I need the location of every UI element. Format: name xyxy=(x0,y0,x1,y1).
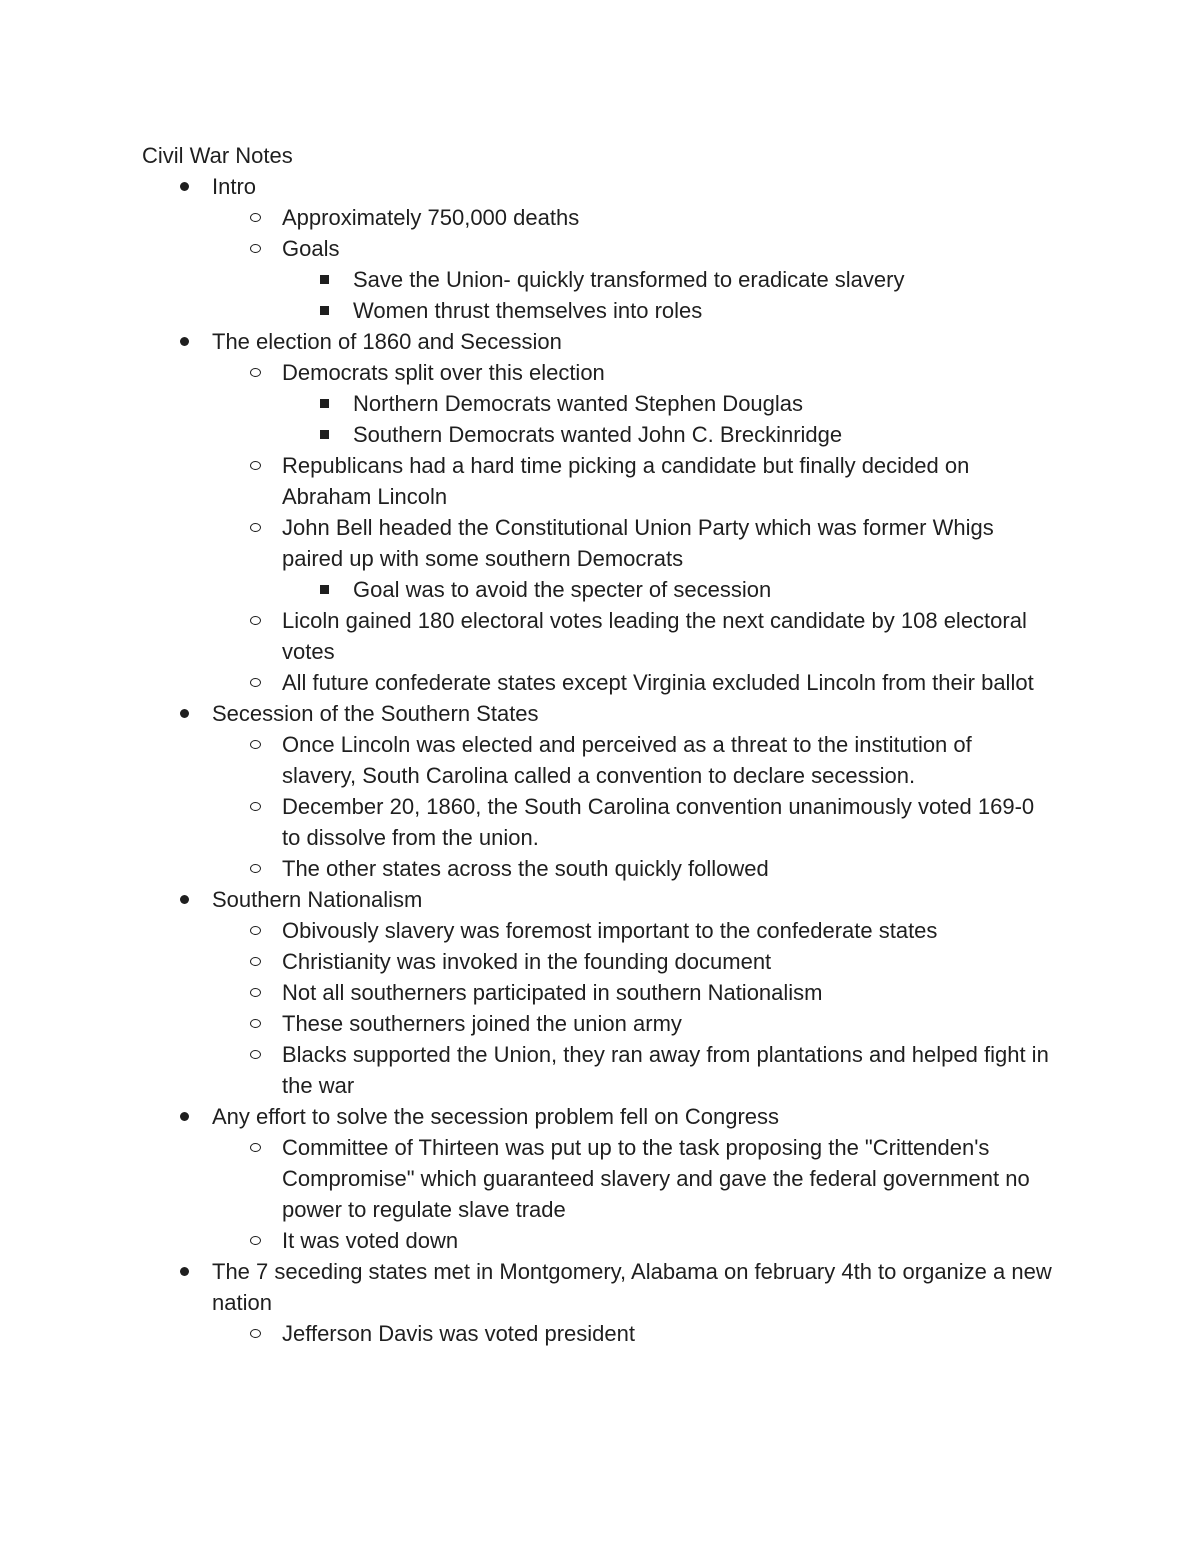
list-item: Southern Democrats wanted John C. Breckinridge xyxy=(0,419,1200,450)
list-item: Obivously slavery was foremost important to the confederate states xyxy=(0,915,1200,946)
hollow-circle-bullet-icon xyxy=(248,202,262,233)
list-item: These southerners joined the union army xyxy=(0,1008,1200,1039)
list-item: The 7 seceding states met in Montgomery, Alabama on february 4th to organize a new nation xyxy=(0,1256,1200,1318)
page-title: Civil War Notes xyxy=(142,143,293,168)
list-item: Republicans had a hard time picking a candidate but finally decided on Abraham Lincoln xyxy=(0,450,1200,512)
list-item: Intro xyxy=(0,171,1200,202)
list-item: Secession of the Southern States xyxy=(0,698,1200,729)
hollow-circle-bullet-icon xyxy=(248,853,262,884)
hollow-circle-bullet-icon xyxy=(248,729,262,760)
list-item: John Bell headed the Constitutional Union Party which was former Whigs paired up with some southern Democrats xyxy=(0,512,1200,574)
list-item: Blacks supported the Union, they ran away from plantations and helped fight in the war xyxy=(0,1039,1200,1101)
list-item: Once Lincoln was elected and perceived as a threat to the institution of slavery, South Carolina called a convention to declare secession. xyxy=(0,729,1200,791)
list-item: Save the Union- quickly transformed to eradicate slavery xyxy=(0,264,1200,295)
hollow-circle-bullet-icon xyxy=(248,1225,262,1256)
list-item: December 20, 1860, the South Carolina convention unanimously voted 169-0 to dissolve from the union. xyxy=(0,791,1200,853)
filled-square-bullet-icon xyxy=(317,295,331,326)
hollow-circle-bullet-icon xyxy=(248,1318,262,1349)
list-item: Any effort to solve the secession problem fell on Congress xyxy=(0,1101,1200,1132)
list-item: Democrats split over this election xyxy=(0,357,1200,388)
list-item: Christianity was invoked in the founding document xyxy=(0,946,1200,977)
hollow-circle-bullet-icon xyxy=(248,977,262,1008)
list-item: Goals xyxy=(0,233,1200,264)
list-item: All future confederate states except Virginia excluded Lincoln from their ballot xyxy=(0,667,1200,698)
list-item: Committee of Thirteen was put up to the task proposing the "Crittenden's Compromise" which guaranteed slavery and gave the federal government no power to regulate slave trade xyxy=(0,1132,1200,1225)
hollow-circle-bullet-icon xyxy=(248,605,262,636)
hollow-circle-bullet-icon xyxy=(248,233,262,264)
filled-circle-bullet-icon xyxy=(177,698,191,729)
filled-circle-bullet-icon xyxy=(177,884,191,915)
hollow-circle-bullet-icon xyxy=(248,450,262,481)
filled-square-bullet-icon xyxy=(317,419,331,450)
list-item: Jefferson Davis was voted president xyxy=(0,1318,1200,1349)
list-item: Licoln gained 180 electoral votes leading the next candidate by 108 electoral votes xyxy=(0,605,1200,667)
notes-list xyxy=(0,171,1200,1349)
list-item: Southern Nationalism xyxy=(0,884,1200,915)
list-item: Approximately 750,000 deaths xyxy=(0,202,1200,233)
list-item: The other states across the south quickly followed xyxy=(0,853,1200,884)
filled-circle-bullet-icon xyxy=(177,1101,191,1132)
hollow-circle-bullet-icon xyxy=(248,1039,262,1070)
hollow-circle-bullet-icon xyxy=(248,915,262,946)
hollow-circle-bullet-icon xyxy=(248,667,262,698)
list-item: It was voted down xyxy=(0,1225,1200,1256)
filled-circle-bullet-icon xyxy=(177,326,191,357)
list-item: Not all southerners participated in southern Nationalism xyxy=(0,977,1200,1008)
hollow-circle-bullet-icon xyxy=(248,1008,262,1039)
filled-square-bullet-icon xyxy=(317,574,331,605)
filled-square-bullet-icon xyxy=(317,388,331,419)
hollow-circle-bullet-icon xyxy=(248,512,262,543)
list-item: Northern Democrats wanted Stephen Douglas xyxy=(0,388,1200,419)
list-item: Women thrust themselves into roles xyxy=(0,295,1200,326)
hollow-circle-bullet-icon xyxy=(248,946,262,977)
hollow-circle-bullet-icon xyxy=(248,1132,262,1163)
filled-circle-bullet-icon xyxy=(177,1256,191,1287)
hollow-circle-bullet-icon xyxy=(248,357,262,388)
filled-square-bullet-icon xyxy=(317,264,331,295)
list-item: Goal was to avoid the specter of secession xyxy=(0,574,1200,605)
hollow-circle-bullet-icon xyxy=(248,791,262,822)
list-item: The election of 1860 and Secession xyxy=(0,326,1200,357)
filled-circle-bullet-icon xyxy=(177,171,191,202)
